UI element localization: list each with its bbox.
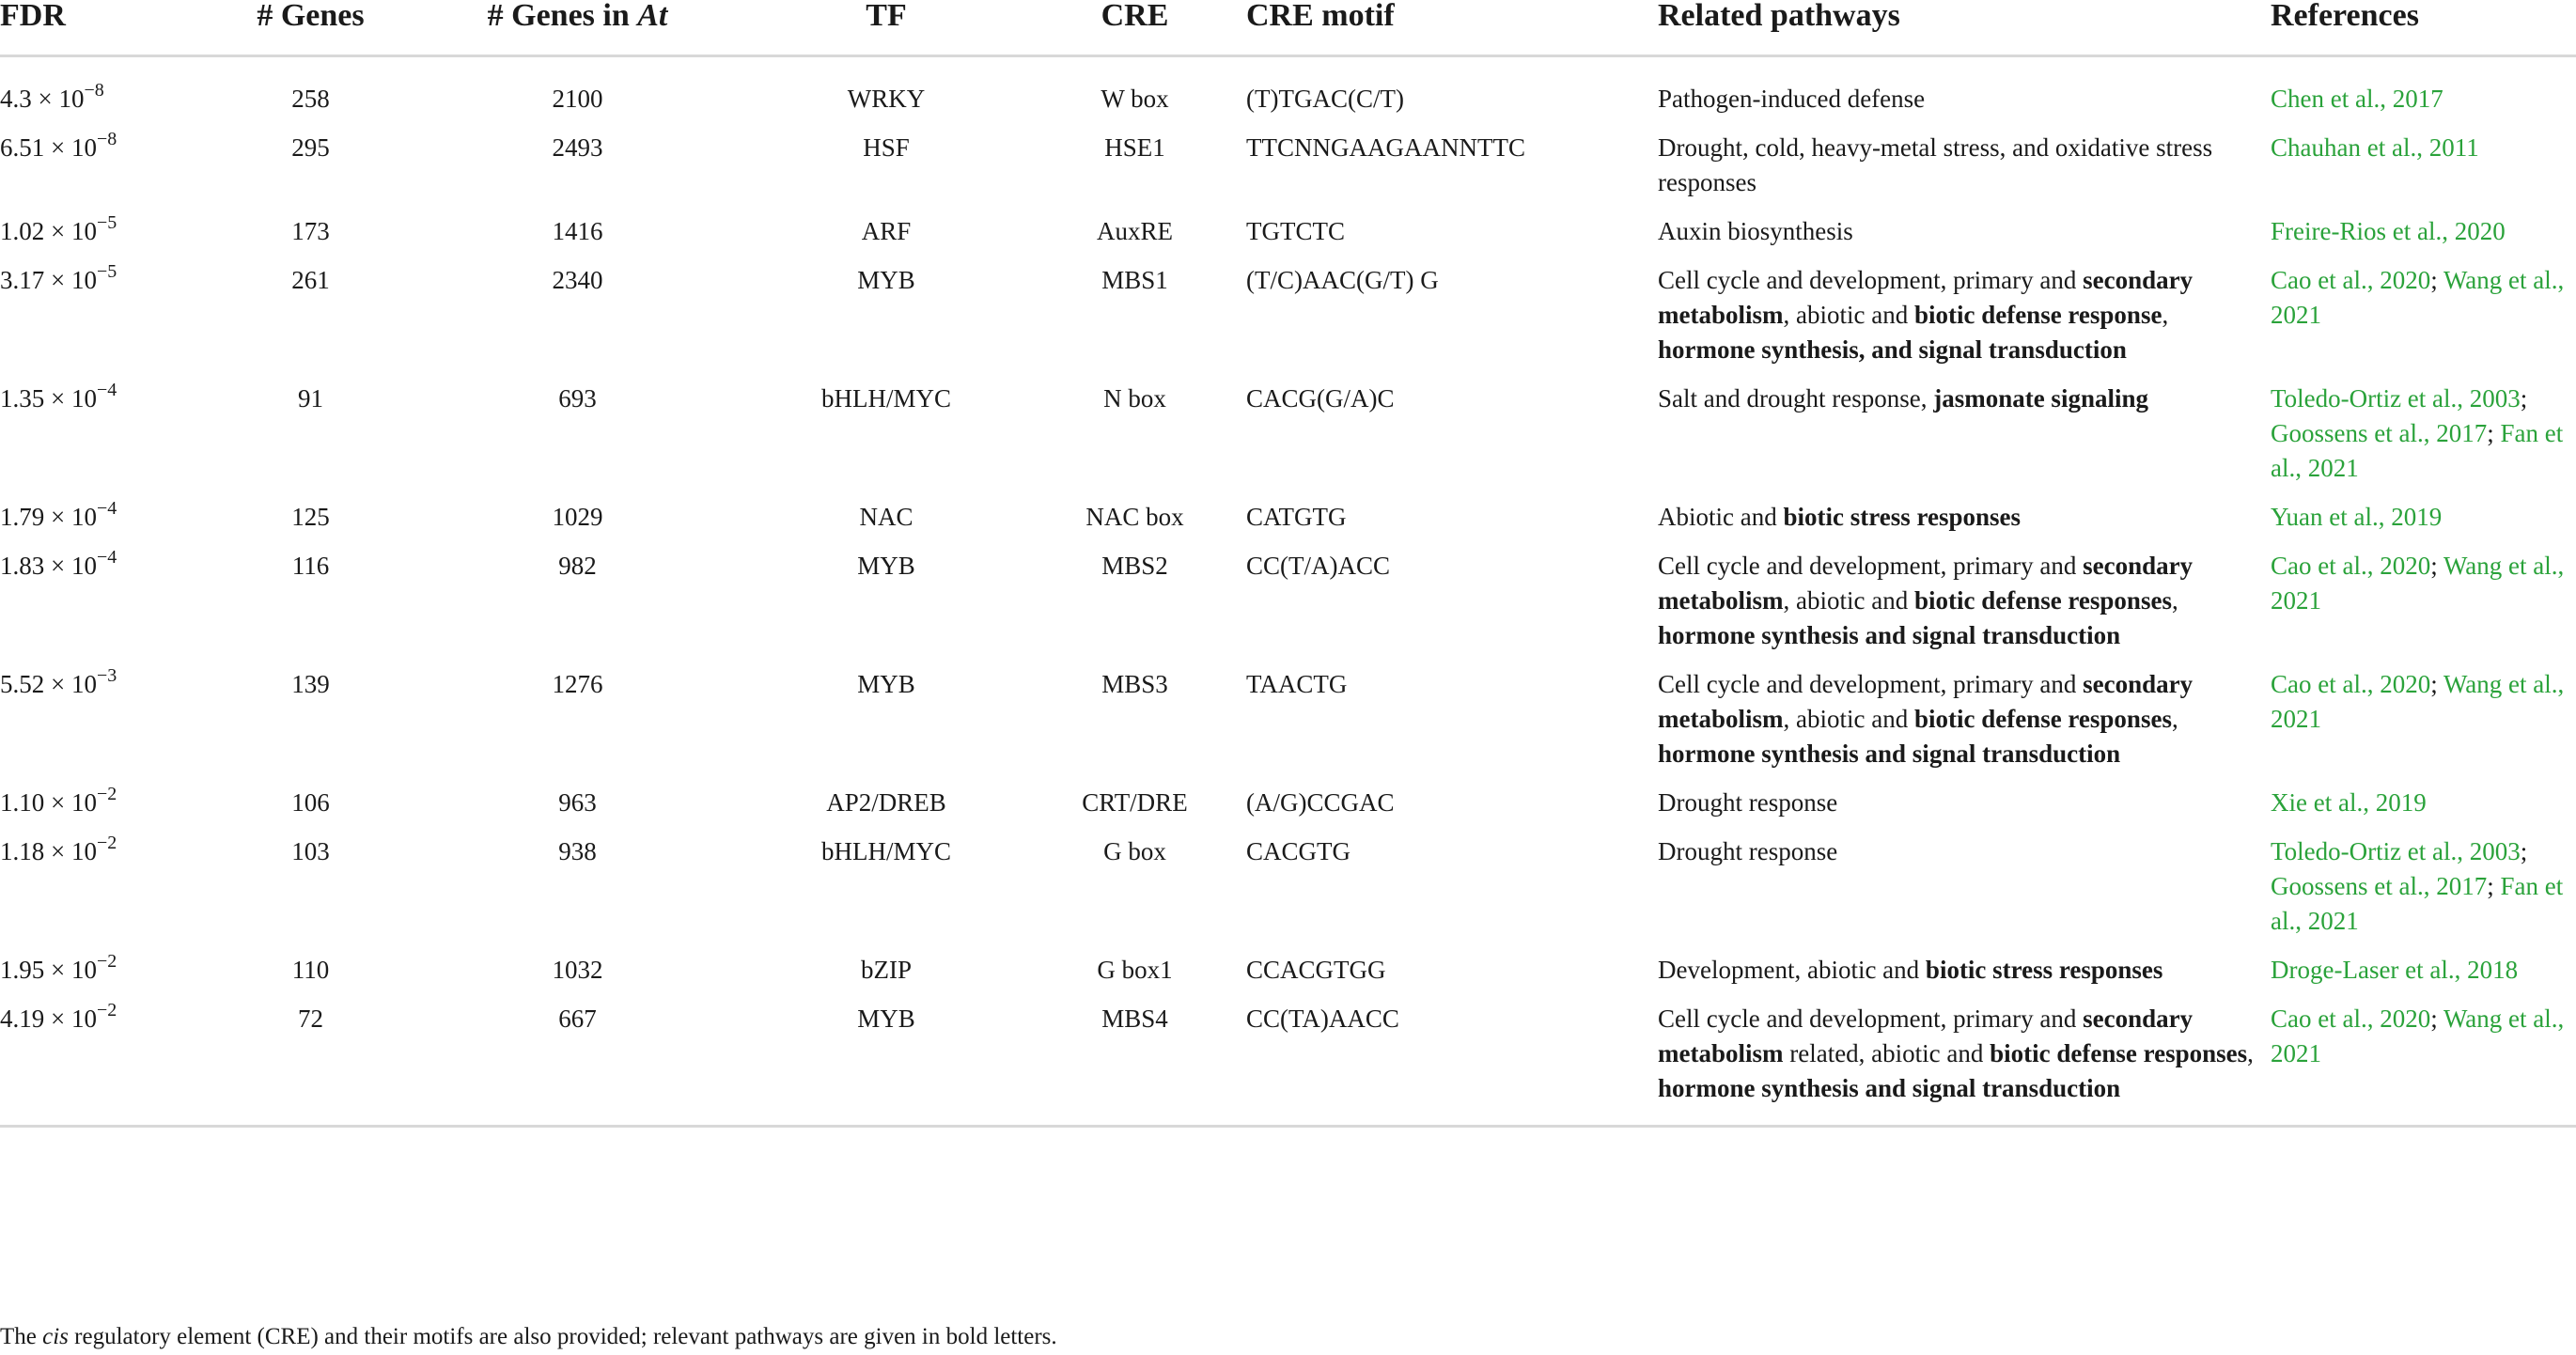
cell-tf: ARF — [861, 217, 912, 245]
table-row — [0, 549, 2576, 667]
fdr-exponent: −5 — [96, 212, 117, 233]
fdr-mantissa: 3.17 × 10 — [0, 266, 97, 294]
pathway-bold-text: hormone synthesis, and signal transduction — [1658, 335, 2127, 364]
cell-genes: 173 — [291, 217, 330, 245]
pathway-text: , — [2171, 705, 2178, 733]
table-row — [0, 953, 2576, 1002]
cell-cre-motif: CACGTG — [1246, 837, 1351, 865]
reference-link[interactable]: Cao et al., 2020 — [2271, 670, 2431, 698]
cell-cre: AuxRE — [1097, 217, 1173, 245]
pathway-text: Cell cycle and development, primary and — [1658, 670, 2084, 698]
reference-separator: ; — [2520, 837, 2528, 865]
fdr-exponent: −8 — [96, 129, 117, 149]
fdr-exponent: −4 — [96, 380, 117, 400]
cell-related-pathways — [1658, 56, 2271, 132]
pathway-bold-text: biotic defense response — [1913, 301, 2162, 329]
cell-genes: 125 — [291, 503, 330, 531]
reference-separator: ; — [2430, 266, 2443, 294]
cell-cre: G box1 — [1097, 956, 1173, 984]
cell-cre: W box — [1101, 85, 1169, 113]
cell-related-pathways — [1658, 263, 2271, 382]
pathway-text: Cell cycle and development, primary and — [1658, 266, 2084, 294]
fdr-mantissa: 1.95 × 10 — [0, 956, 97, 984]
pathway-text: , — [2247, 1039, 2254, 1067]
pathway-bold-text: hormone synthesis and signal transduction — [1658, 740, 2121, 768]
pathway-bold-text: secondary metabolism — [1658, 266, 2194, 329]
fdr-mantissa: 1.79 × 10 — [0, 503, 97, 531]
cell-references — [2271, 500, 2576, 549]
cell-cre: MBS2 — [1101, 552, 1168, 580]
pathway-bold-text: hormone synthesis and signal transduction — [1658, 1074, 2121, 1102]
reference-separator: ; — [2430, 670, 2443, 698]
cell-genes: 91 — [298, 384, 323, 413]
reference-separator: ; — [2487, 419, 2501, 447]
cell-cre-motif: TTCNNGAAGAANNTTC — [1246, 133, 1525, 162]
cell-genes: 103 — [291, 837, 330, 865]
reference-link[interactable]: Droge-Laser et al., 2018 — [2271, 956, 2519, 984]
cell-references — [2271, 549, 2576, 667]
cell-genes-in-at: 667 — [406, 1002, 749, 1127]
cell-cre-motif: (A/G)CCGAC — [1246, 788, 1395, 817]
cell-fdr — [0, 549, 215, 667]
pathway-text: , abiotic and — [1783, 301, 1914, 329]
header-genes-in-label: # Genes in — [487, 0, 638, 33]
fdr-mantissa: 1.10 × 10 — [0, 788, 97, 817]
cell-tf: WRKY — [847, 85, 926, 113]
cell-references — [2271, 263, 2576, 382]
cell-cre: HSE1 — [1104, 133, 1165, 162]
fdr-exponent: −2 — [96, 951, 117, 972]
reference-link[interactable]: Fan et al., 2021 — [2271, 872, 2564, 935]
reference-link[interactable]: Toledo-Ortiz et al., 2003 — [2271, 384, 2521, 413]
pathway-text: related, abiotic and — [1783, 1039, 1991, 1067]
pathway-text: Pathogen-induced defense — [1658, 85, 1926, 113]
reference-link[interactable]: Toledo-Ortiz et al., 2003 — [2271, 837, 2521, 865]
cell-genes-in-at: 693 — [558, 384, 597, 413]
fdr-exponent: −3 — [96, 665, 117, 686]
reference-link[interactable]: Cao et al., 2020 — [2271, 266, 2431, 294]
cell-cre-motif: CATGTG — [1246, 503, 1347, 531]
cell-genes: 110 — [291, 956, 330, 984]
cell-genes-in-at: 2340 — [552, 266, 603, 294]
pathway-text: Abiotic and — [1658, 503, 1784, 531]
cell-genes: 116 — [291, 552, 330, 580]
table-row — [0, 382, 2576, 500]
cell-references — [2271, 786, 2576, 834]
reference-link[interactable]: Wang et al., 2021 — [2271, 552, 2565, 615]
reference-link[interactable]: Wang et al., 2021 — [2271, 670, 2565, 733]
reference-separator: ; — [2430, 1005, 2443, 1033]
cell-cre-motif: CACG(G/A)C — [1246, 384, 1395, 413]
fdr-mantissa: 4.3 × 10 — [0, 85, 85, 113]
cell-cre: NAC box — [1085, 503, 1184, 531]
cell-fdr — [0, 382, 215, 500]
pathway-text: Drought response — [1658, 837, 1838, 865]
table-row — [0, 786, 2576, 834]
cell-tf: MYB — [857, 266, 915, 294]
cell-cre-motif: CC(TA)AACC — [1246, 1002, 1658, 1127]
fdr-mantissa: 1.35 × 10 — [0, 384, 97, 413]
table-row — [0, 56, 2576, 132]
reference-link[interactable]: Yuan et al., 2019 — [2271, 503, 2443, 531]
reference-link[interactable]: Cao et al., 2020 — [2271, 552, 2431, 580]
cell-cre-motif: TAACTG — [1246, 670, 1348, 698]
cell-fdr — [0, 500, 215, 549]
header-species: At — [637, 0, 668, 33]
cell-genes: 261 — [291, 266, 330, 294]
cell-references — [2271, 382, 2576, 500]
cell-references — [2271, 834, 2576, 953]
pathway-text: Auxin biosynthesis — [1658, 217, 1853, 245]
cell-cre-motif: TGTCTC — [1246, 217, 1345, 245]
table-body — [0, 56, 2576, 1127]
cell-genes: 295 — [291, 133, 330, 162]
footnote-italic: cis — [42, 1324, 69, 1349]
cell-tf: bHLH/MYC — [820, 837, 951, 865]
fdr-mantissa: 5.52 × 10 — [0, 670, 97, 698]
fdr-mantissa: 4.19 × 10 — [0, 1005, 97, 1033]
cell-references — [2271, 214, 2576, 263]
cell-related-pathways — [1658, 131, 2271, 214]
cell-related-pathways — [1658, 214, 2271, 263]
cell-tf: MYB — [857, 552, 915, 580]
reference-link[interactable]: Chauhan et al., 2011 — [2271, 133, 2479, 162]
pathway-text: Development, abiotic and — [1658, 956, 1926, 984]
fdr-exponent: −2 — [96, 833, 117, 853]
cell-related-pathways — [1658, 953, 2271, 1002]
cell-cre: MBS3 — [1101, 670, 1168, 698]
cell-cre: CRT/DRE — [1082, 788, 1188, 817]
cell-tf: NAC — [859, 503, 913, 531]
table-row — [0, 263, 2576, 382]
header-references: References — [2271, 0, 2576, 56]
pathway-bold-text: hormone synthesis and signal transduction — [1658, 621, 2121, 649]
reference-link[interactable]: Xie et al., 2019 — [2271, 788, 2427, 817]
reference-link[interactable]: Cao et al., 2020 — [2271, 1005, 2431, 1033]
reference-separator: ; — [2430, 552, 2443, 580]
cell-cre-motif: CC(T/A)ACC — [1246, 552, 1391, 580]
pathway-bold-text: secondary metabolism — [1658, 670, 2194, 733]
cell-fdr — [0, 953, 215, 1002]
fdr-mantissa: 1.18 × 10 — [0, 837, 97, 865]
cell-genes-in-at: 938 — [558, 837, 597, 865]
pathway-text: Drought response — [1658, 788, 1838, 817]
cell-genes-in-at: 2493 — [552, 133, 603, 162]
cell-genes: 139 — [291, 670, 330, 698]
cell-fdr — [0, 263, 215, 382]
fdr-exponent: −8 — [84, 80, 104, 101]
cell-fdr — [0, 667, 215, 786]
cell-genes-in-at: 1032 — [552, 956, 603, 984]
pathway-bold-text: biotic defense responses — [1913, 705, 2172, 733]
cell-tf: MYB — [857, 670, 915, 698]
footnote-post: regulatory element (CRE) and their motifs are also provided; relevant pathways are given in bold letters. — [68, 1324, 1057, 1349]
cell-cre: G box — [1103, 837, 1166, 865]
reference-link[interactable]: Freire-Rios et al., 2020 — [2271, 217, 2506, 245]
cell-tf: HSF — [863, 133, 910, 162]
cell-related-pathways — [1658, 834, 2271, 953]
fdr-mantissa: 1.02 × 10 — [0, 217, 97, 245]
fdr-exponent: −5 — [96, 261, 117, 282]
pathway-text: Drought, cold, heavy-metal stress, and oxidative stress responses — [1658, 133, 2213, 196]
cell-fdr — [0, 131, 215, 214]
cell-tf: bZIP — [861, 956, 912, 984]
table-row — [0, 214, 2576, 263]
cell-genes-in-at: 1416 — [552, 217, 603, 245]
pathway-text: Cell cycle and development, primary and — [1658, 552, 2084, 580]
pathway-text: , — [2171, 586, 2178, 615]
cell-references — [2271, 131, 2576, 214]
fdr-exponent: −2 — [96, 784, 117, 804]
cell-references — [2271, 1002, 2576, 1127]
cell-fdr — [0, 214, 215, 263]
pathway-text: Cell cycle and development, primary and — [1658, 1005, 2084, 1033]
reference-link[interactable]: Chen et al., 2017 — [2271, 85, 2443, 113]
pathway-text: , abiotic and — [1783, 705, 1914, 733]
cell-genes-in-at: 1029 — [552, 503, 603, 531]
fdr-exponent: −2 — [96, 1000, 117, 1020]
reference-link[interactable]: Wang et al., 2021 — [2271, 266, 2565, 329]
reference-separator: ; — [2520, 384, 2528, 413]
cell-fdr — [0, 56, 215, 132]
fdr-mantissa: 1.83 × 10 — [0, 552, 97, 580]
header-genes: # Genes — [215, 0, 406, 56]
table-row — [0, 500, 2576, 549]
cell-fdr — [0, 1002, 215, 1127]
cell-related-pathways — [1658, 1002, 2271, 1127]
reference-link[interactable]: Wang et al., 2021 — [2271, 1005, 2565, 1067]
cell-genes: 106 — [291, 788, 330, 817]
cell-cre: MBS1 — [1101, 266, 1168, 294]
table-footnote — [0, 1323, 1057, 1351]
table-row — [0, 1002, 2576, 1127]
pathway-bold-text: biotic defense responses — [1990, 1039, 2248, 1067]
footnote-pre: The — [0, 1324, 43, 1349]
cell-references — [2271, 56, 2576, 132]
header-cre: CRE — [1023, 0, 1246, 56]
pathway-bold-text: jasmonate signaling — [1933, 384, 2148, 413]
pathway-text: , abiotic and — [1783, 586, 1914, 615]
cell-cre: N box — [1103, 384, 1166, 413]
pathway-bold-text: secondary metabolism — [1658, 1005, 2194, 1067]
cell-fdr — [0, 834, 215, 953]
cell-cre-motif: CCACGTGG — [1246, 956, 1386, 984]
reference-link[interactable]: Goossens et al., 2017 — [2271, 419, 2488, 447]
cell-tf: AP2/DREB — [826, 788, 946, 817]
cell-genes-in-at: 1276 — [552, 670, 603, 698]
pathway-bold-text: biotic stress responses — [1925, 956, 2163, 984]
reference-separator: ; — [2487, 872, 2501, 900]
pathway-bold-text: biotic stress responses — [1783, 503, 2021, 531]
table-row — [0, 131, 2576, 214]
reference-link[interactable]: Goossens et al., 2017 — [2271, 872, 2488, 900]
header-related-pathways: Related pathways — [1658, 0, 2271, 56]
cell-genes-in-at: 982 — [558, 552, 597, 580]
cell-genes: 72 — [215, 1002, 406, 1127]
header-fdr: FDR — [0, 0, 215, 56]
cell-genes-in-at: 963 — [558, 788, 597, 817]
cell-references — [2271, 667, 2576, 786]
table-row — [0, 667, 2576, 786]
header-genes-in-at — [406, 0, 749, 56]
cell-related-pathways — [1658, 786, 2271, 834]
header-row — [0, 0, 2576, 56]
reference-link[interactable]: Fan et al., 2021 — [2271, 419, 2564, 482]
cell-genes-in-at: 2100 — [552, 85, 603, 113]
pathway-text: Salt and drought response, — [1658, 384, 1934, 413]
pathway-text: , — [2162, 301, 2169, 329]
cell-cre-motif: (T)TGAC(C/T) — [1246, 85, 1404, 113]
table-row — [0, 834, 2576, 953]
cell-tf: bHLH/MYC — [820, 384, 951, 413]
fdr-mantissa: 6.51 × 10 — [0, 133, 97, 162]
pathway-bold-text: biotic defense responses — [1913, 586, 2172, 615]
cell-related-pathways — [1658, 382, 2271, 500]
fdr-exponent: −4 — [96, 498, 117, 519]
header-cre-motif: CRE motif — [1246, 0, 1658, 56]
cell-related-pathways — [1658, 549, 2271, 667]
fdr-exponent: −4 — [96, 547, 117, 568]
cell-references — [2271, 953, 2576, 1002]
cell-cre-motif: (T/C)AAC(G/T) G — [1246, 266, 1439, 294]
cell-tf: MYB — [749, 1002, 1023, 1127]
header-tf: TF — [749, 0, 1023, 56]
cell-fdr — [0, 786, 215, 834]
cell-cre: MBS4 — [1023, 1002, 1246, 1127]
cell-related-pathways — [1658, 667, 2271, 786]
cell-related-pathways — [1658, 500, 2271, 549]
cell-genes: 258 — [291, 85, 330, 113]
pathway-bold-text: secondary metabolism — [1658, 552, 2194, 615]
